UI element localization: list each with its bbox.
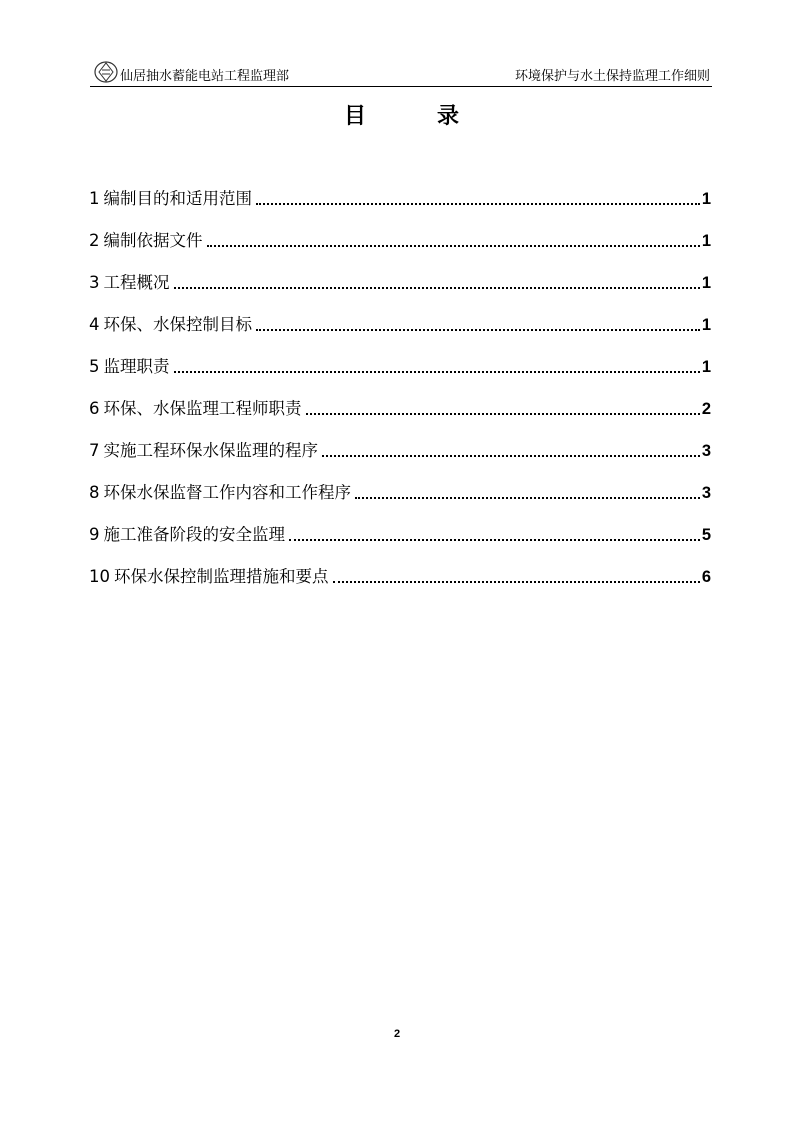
toc-leader-dots bbox=[333, 581, 700, 583]
toc-leader-dots bbox=[174, 371, 700, 373]
toc-entry[interactable] bbox=[89, 462, 711, 504]
toc-leader-dots bbox=[174, 287, 700, 289]
toc-leader-dots bbox=[207, 245, 700, 247]
toc-entry-number: 7 bbox=[89, 441, 100, 460]
toc-entry[interactable] bbox=[89, 504, 711, 546]
toc-entry-page: 6 bbox=[701, 568, 711, 586]
toc-entry-page: 5 bbox=[701, 526, 711, 544]
toc-entry[interactable] bbox=[89, 420, 711, 462]
toc-leader-dots bbox=[322, 455, 700, 457]
page-number: 2 bbox=[393, 1028, 401, 1040]
toc-entry[interactable] bbox=[89, 252, 711, 294]
toc-entry-title: 环保、水保控制目标 bbox=[103, 315, 252, 334]
toc-entry-title: 工程概况 bbox=[103, 273, 170, 292]
header-doc-title: 环境保护与水土保持监理工作细则 bbox=[514, 69, 710, 84]
toc-entry-page: 1 bbox=[701, 316, 711, 334]
toc-leader-dots bbox=[256, 203, 700, 205]
toc-entry-title: 监理职责 bbox=[103, 357, 170, 376]
toc-entry-page: 2 bbox=[701, 400, 711, 418]
toc-entry-number: 6 bbox=[89, 399, 100, 418]
toc-entry-number: 3 bbox=[89, 273, 100, 292]
toc-entry-page: 1 bbox=[701, 232, 711, 250]
toc-leader-dots bbox=[289, 539, 700, 541]
toc-entry-number: 9 bbox=[89, 525, 100, 544]
toc-entry-page: 3 bbox=[701, 442, 711, 460]
toc-entry-title: 环保水保监督工作内容和工作程序 bbox=[103, 483, 351, 502]
toc-entry-number: 8 bbox=[89, 483, 100, 502]
toc-entry-number: 1 bbox=[89, 189, 100, 208]
toc-title-char-2: 录 bbox=[437, 103, 460, 129]
toc-entry-title: 环保、水保监理工程师职责 bbox=[103, 399, 302, 418]
toc-leader-dots bbox=[256, 329, 700, 331]
toc-leader-dots bbox=[355, 497, 700, 499]
toc-entry[interactable] bbox=[89, 294, 711, 336]
company-logo-icon bbox=[93, 58, 119, 84]
toc-entry-title: 编制目的和适用范围 bbox=[103, 189, 252, 208]
toc-entry-number: 2 bbox=[89, 231, 100, 250]
toc-entry-number: 5 bbox=[89, 357, 100, 376]
toc-entry-page: 3 bbox=[701, 484, 711, 502]
header-org-name: 仙居抽水蓄能电站工程监理部 bbox=[120, 69, 290, 84]
toc-entry[interactable] bbox=[89, 168, 711, 210]
toc-entry-page: 1 bbox=[701, 274, 711, 292]
toc-entry[interactable] bbox=[89, 336, 711, 378]
toc-entry-number: 4 bbox=[89, 315, 100, 334]
toc-entry-title: 环保水保控制监理措施和要点 bbox=[114, 567, 329, 586]
toc-entry-page: 1 bbox=[701, 190, 711, 208]
header-rule bbox=[90, 86, 712, 87]
toc-entry-page: 1 bbox=[701, 358, 711, 376]
toc-entry[interactable] bbox=[89, 210, 711, 252]
toc-entry-title: 编制依据文件 bbox=[103, 231, 203, 250]
toc-entry[interactable] bbox=[89, 378, 711, 420]
toc-title-char-1: 目 bbox=[344, 103, 367, 129]
toc-leader-dots bbox=[306, 413, 700, 415]
toc-entry[interactable] bbox=[89, 546, 711, 588]
toc-title bbox=[0, 102, 794, 132]
table-of-contents bbox=[89, 168, 711, 588]
page-header bbox=[90, 58, 712, 88]
toc-entry-title: 施工准备阶段的安全监理 bbox=[103, 525, 285, 544]
toc-entry-number: 10 bbox=[89, 567, 110, 586]
toc-entry-title: 实施工程环保水保监理的程序 bbox=[103, 441, 318, 460]
